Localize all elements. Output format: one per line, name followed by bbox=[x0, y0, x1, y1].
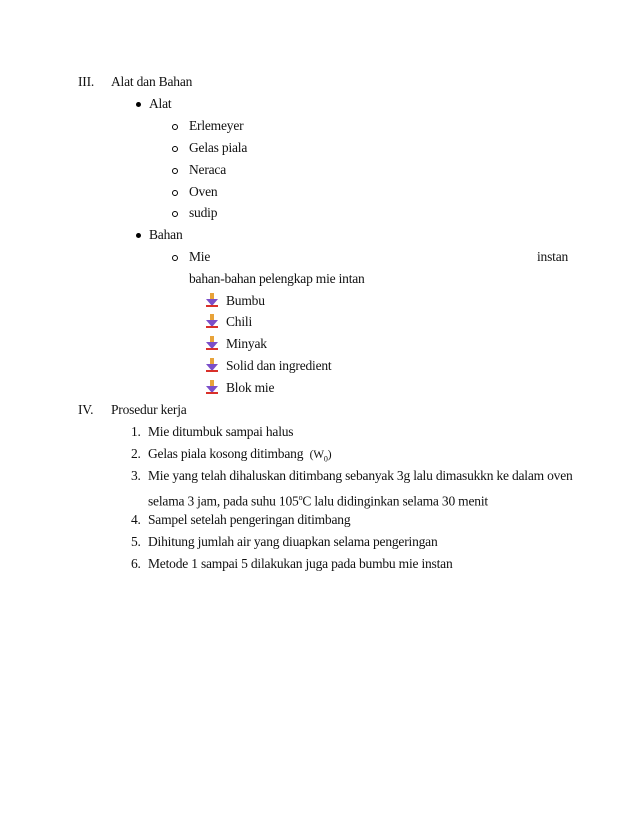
list-heading-bahan: Bahan bbox=[149, 227, 183, 242]
list-item-mie-end: instan bbox=[537, 249, 569, 264]
bullet-icon bbox=[136, 233, 141, 238]
list-heading-alat: Alat bbox=[149, 96, 172, 111]
list-item: Gelas piala bbox=[189, 140, 248, 155]
list-item: Minyak bbox=[226, 336, 267, 351]
step-text-paren: (W bbox=[309, 449, 324, 461]
step-number: 1. bbox=[131, 424, 141, 439]
arrow-bullet-icon bbox=[205, 314, 219, 328]
step-text-main: Gelas piala kosong ditimbang bbox=[148, 446, 304, 461]
step-text bbox=[148, 446, 331, 468]
step-text: Mie yang telah dihaluskan ditimbang sebanyak 3g lalu dimasukkn ke dalam oven bbox=[148, 468, 573, 483]
step-text-subscript: 0 bbox=[323, 454, 328, 464]
section-numeral-3: III. bbox=[78, 74, 95, 89]
list-item: Oven bbox=[189, 184, 218, 199]
circle-bullet-icon bbox=[172, 255, 178, 261]
circle-bullet-icon bbox=[172, 190, 178, 196]
circle-bullet-icon bbox=[172, 168, 178, 174]
bullet-icon bbox=[136, 102, 141, 107]
arrow-bullet-icon bbox=[205, 380, 219, 394]
section-title-alat-dan-bahan: Alat dan Bahan bbox=[111, 74, 193, 89]
sublist-caption: bahan-bahan pelengkap mie intan bbox=[189, 271, 365, 286]
list-item: Chili bbox=[226, 314, 253, 329]
step-text: Metode 1 sampai 5 dilakukan juga pada bumbu mie instan bbox=[148, 556, 453, 571]
list-item-mie: Mie bbox=[189, 249, 211, 264]
step-number: 3. bbox=[131, 468, 141, 483]
circle-bullet-icon bbox=[172, 211, 178, 217]
step-text-part: C lalu didinginkan selama 30 menit bbox=[302, 493, 488, 509]
circle-bullet-icon bbox=[172, 124, 178, 130]
arrow-bullet-icon bbox=[205, 358, 219, 372]
arrow-bullet-icon bbox=[205, 336, 219, 350]
step-number: 5. bbox=[131, 534, 141, 549]
list-item: Blok mie bbox=[226, 380, 275, 395]
step-number: 2. bbox=[131, 446, 141, 461]
section-numeral-4: IV. bbox=[78, 402, 94, 417]
list-item: Neraca bbox=[189, 162, 227, 177]
list-item: Erlemeyer bbox=[189, 118, 244, 133]
step-text: Dihitung jumlah air yang diuapkan selama pengeringan bbox=[148, 534, 438, 549]
step-text: Mie ditumbuk sampai halus bbox=[148, 424, 294, 439]
circle-bullet-icon bbox=[172, 146, 178, 152]
arrow-bullet-icon bbox=[205, 293, 219, 307]
step-text-continued bbox=[148, 490, 488, 510]
list-item: sudip bbox=[189, 205, 218, 220]
step-text-part: selama 3 jam, pada suhu 105 bbox=[148, 493, 299, 509]
degree-superscript: o bbox=[298, 493, 303, 502]
list-item: Bumbu bbox=[226, 293, 265, 308]
step-number: 6. bbox=[131, 556, 141, 571]
step-text-paren-close: ) bbox=[327, 449, 332, 461]
step-text: Sampel setelah pengeringan ditimbang bbox=[148, 512, 351, 527]
section-title-prosedur-kerja: Prosedur kerja bbox=[111, 402, 187, 417]
step-number: 4. bbox=[131, 512, 141, 527]
list-item: Solid dan ingredient bbox=[226, 358, 332, 373]
